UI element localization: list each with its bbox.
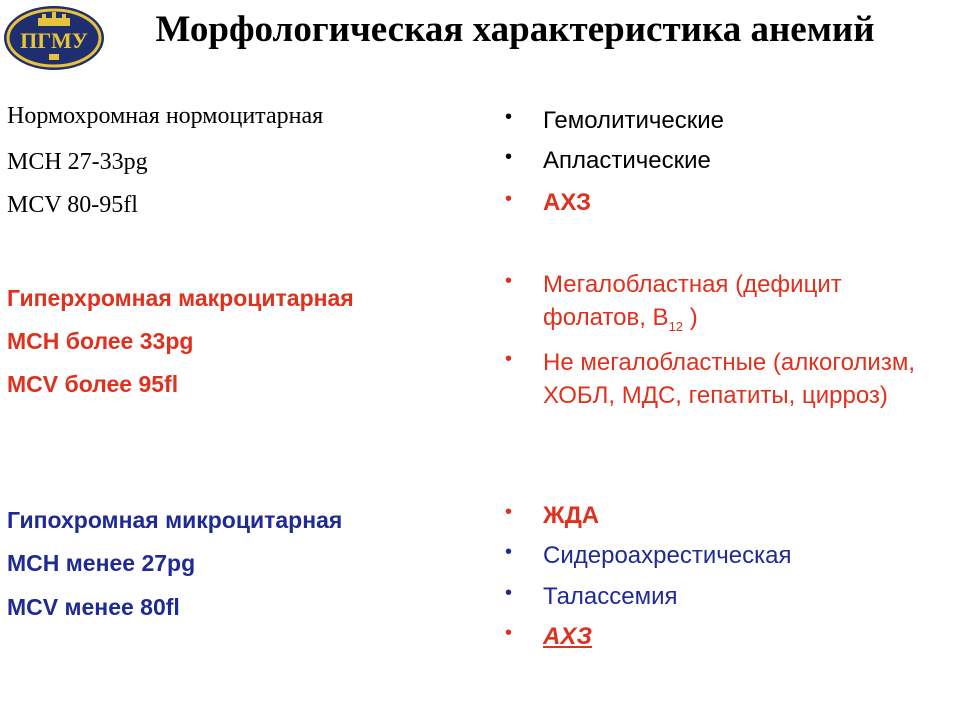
hyper-mch: MCH более 33pg [7, 328, 194, 354]
svg-text:ПГМУ: ПГМУ [20, 28, 88, 53]
item-thalassemia: Талассемия [543, 583, 678, 610]
bullet-icon: • [505, 582, 513, 604]
bullet-icon: • [505, 622, 513, 644]
megaloblastic-end: ) [683, 304, 698, 331]
item-sideroachrestic: Сидероахрестическая [543, 542, 792, 569]
bullet-icon: • [505, 348, 513, 370]
item-ahz-2: АХЗ [543, 623, 593, 650]
hypo-mch: MCH менее 27pg [7, 550, 196, 576]
hyper-heading: Гиперхромная макроцитарная [7, 285, 354, 311]
item-non-megaloblastic: Не мегалобластные (алкоголизм, ХОБЛ, МДС, гепатиты, цирроз) [543, 349, 916, 409]
normo-mcv: MCV 80-95fl [7, 192, 138, 218]
item-hemolytic: Гемолитические [543, 107, 724, 134]
item-ahz: АХЗ [543, 189, 592, 216]
hypo-heading: Гипохромная микроцитарная [7, 507, 343, 533]
item-megaloblastic [543, 268, 943, 343]
megaloblastic-text: Мегалобластная (дефицит фолатов, B [543, 271, 842, 331]
b12-subscript: 12 [668, 318, 684, 334]
hyper-mcv: MCV более 95fl [7, 371, 179, 397]
bullet-icon: • [505, 188, 513, 210]
bullet-icon: • [505, 106, 513, 128]
slide-title: Морфологическая характеристика анемий [155, 9, 875, 50]
bullet-icon: • [505, 541, 513, 563]
bullet-icon: • [505, 501, 513, 523]
normo-mch: MCH 27-33pg [7, 149, 148, 175]
normo-heading: Нормохромная нормоцитарная [7, 103, 324, 129]
bullet-icon: • [505, 146, 513, 168]
item-aplastic: Апластические [543, 147, 711, 174]
university-logo-icon [2, 4, 106, 72]
hypo-mcv: MCV менее 80fl [7, 594, 180, 620]
item-zhda: ЖДА [543, 502, 600, 529]
bullet-icon: • [505, 270, 513, 292]
